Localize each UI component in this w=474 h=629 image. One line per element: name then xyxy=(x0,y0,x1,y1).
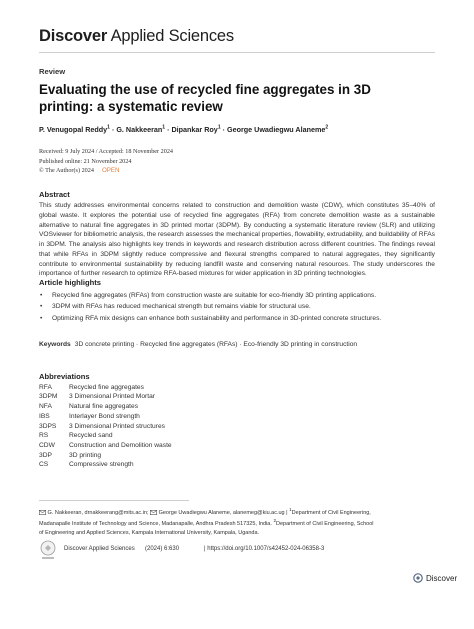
author-separator: · xyxy=(109,125,117,135)
footer-journal: Discover Applied Sciences xyxy=(64,546,135,552)
table-row: NFA Natural fine aggregates xyxy=(39,403,139,411)
author-separator: · xyxy=(220,125,227,135)
author-list xyxy=(39,125,328,134)
list-item: • 3DPM with RFAs has reduced mechanical strength but remains viable for structural use. xyxy=(39,301,435,312)
discover-logo xyxy=(413,573,457,583)
footnote-divider xyxy=(39,500,189,501)
envelope-icon xyxy=(150,510,157,515)
abbreviations-heading: Abbreviations xyxy=(39,372,90,381)
affiliation-2: of Engineering and Applied Sciences, Kampala International University, Kampala, Uganda. xyxy=(39,529,260,536)
footer-volume: (2024) 6:630 xyxy=(145,546,180,552)
received-date: Received: 9 July 2024 / Accepted: 18 November 2024 xyxy=(39,148,174,155)
table-row: CDW Construction and Demolition waste xyxy=(39,441,172,449)
highlights-heading: Article highlights xyxy=(39,278,102,287)
abstract-heading: Abstract xyxy=(39,190,70,199)
open-access-badge: OPEN xyxy=(101,167,120,175)
correspondence-email-2[interactable]: George Uwadiegwu Alaneme, alanemeg@kiu.ac.ug | xyxy=(158,509,288,516)
table-row: RFA Recycled fine aggregates xyxy=(39,383,144,391)
author[interactable]: George Uwadiegwu Alaneme$^2$ xyxy=(226,125,329,135)
table-row: IBS Interlayer Bond strength xyxy=(39,412,140,420)
affiliation-1: Madanapalle Institute of Technology and Science, Madanapalle, Andhra Pradesh 517325, India. xyxy=(39,521,272,528)
keywords-label: Keywords xyxy=(39,341,71,348)
abbreviations xyxy=(39,372,172,470)
table-row: 3DPS 3 Dimensional Printed structures xyxy=(39,422,165,430)
journal-name-rest: Applied Sciences xyxy=(107,27,234,45)
footer-doi-link[interactable]: | https://doi.org/10.1007/s42452-024-06358-3 xyxy=(204,546,325,552)
crossmark-icon[interactable] xyxy=(39,540,57,562)
table-row: 3DPM 3 Dimensional Printed Mortar xyxy=(39,393,155,401)
abstract-text: This study addresses environmental concerns related to construction and demolition waste (CDW), which constitutes 35–40% of global waste. It explores the potential use of recycled fine aggregates (RFA) from concrete demolition waste as a sustainable alternative to natural fine aggregates in 3D printed mortar (3DPM). By conducting a systematic literature review (SLR) and utilizing VOSviewer for bibliometric analysis, the research assesses the mechanical properties, flowability, extrudability, and buildability of RFAs in 3DPM. The analysis also highlights key trends in keywords and research distribution across different countries. The findings reveal that while RFAs in 3DPM slightly reduce compressive and flexural strengths compared to natural aggregates, they significantly contribute to environmental sustainability by reducing landfill waste and conserving natural resources. The study underscores the importance of further research to optimize RFA-based mixtures for wider application in 3D printing technologies. xyxy=(39,202,435,278)
published-date: Published online: 21 November 2024 xyxy=(39,157,132,165)
author-separator: · xyxy=(165,125,172,135)
highlights-list xyxy=(39,290,435,324)
journal-name-bold: Discover xyxy=(39,27,108,45)
author[interactable]: G. Nakkeeran$^1$ xyxy=(116,125,166,135)
affiliation-2-start: Department of Civil Engineering, School xyxy=(275,521,374,528)
header-divider xyxy=(39,52,435,53)
correspondence-footnote: G. Nakkeeran, drnakkeerang@mits.ac.in; George Uwadiegwu Alaneme, alanemeg@kiu.ac.ug | $^1$Department of Civil Engineering, Madanapalle Institute of Technology and Science, Madanapalle, Andhra Pradesh 517325, India. $^2$Department of Civil Engineering, School of Engineering and Applied Sciences, Kampala International University, Kampala, Uganda. xyxy=(39,506,435,537)
paper-title: Evaluating the use of recycled fine aggregates in 3D printing: a systematic review xyxy=(39,82,371,114)
journal-header xyxy=(39,27,234,46)
list-item: • Recycled fine aggregates (RFAs) from construction waste are suitable for eco-friendly 3D printing applications. xyxy=(39,290,435,301)
author[interactable]: Dipankar Roy$^1$ xyxy=(171,125,221,135)
copyright: © The Author(s) 2024 OPEN xyxy=(39,167,120,175)
table-row: 3DP 3D printing xyxy=(39,451,102,459)
list-item: • Optimizing RFA mix designs can enhance both sustainability and performance in 3D-printed concrete structures. xyxy=(39,313,435,324)
article-type: Review xyxy=(39,67,66,76)
affiliation-1-start: Department of Civil Engineering, xyxy=(291,509,371,516)
discover-logo-icon xyxy=(413,573,423,583)
table-row: RS Recycled sand xyxy=(39,432,113,440)
correspondence-email-1[interactable]: G. Nakkeeran, drnakkeerang@mits.ac.in; xyxy=(47,509,149,516)
envelope-icon xyxy=(39,510,46,515)
author[interactable]: P. Venugopal Reddy$^1$ xyxy=(39,125,110,135)
publication-dates xyxy=(39,147,173,176)
discover-logo-text: Discover xyxy=(426,573,458,583)
keywords xyxy=(39,341,357,348)
keywords-text: 3D concrete printing · Recycled fine aggregates (RFAs) · Eco-friendly 3D printing in construction xyxy=(74,341,358,348)
table-row: CS Compressive strength xyxy=(39,461,134,469)
